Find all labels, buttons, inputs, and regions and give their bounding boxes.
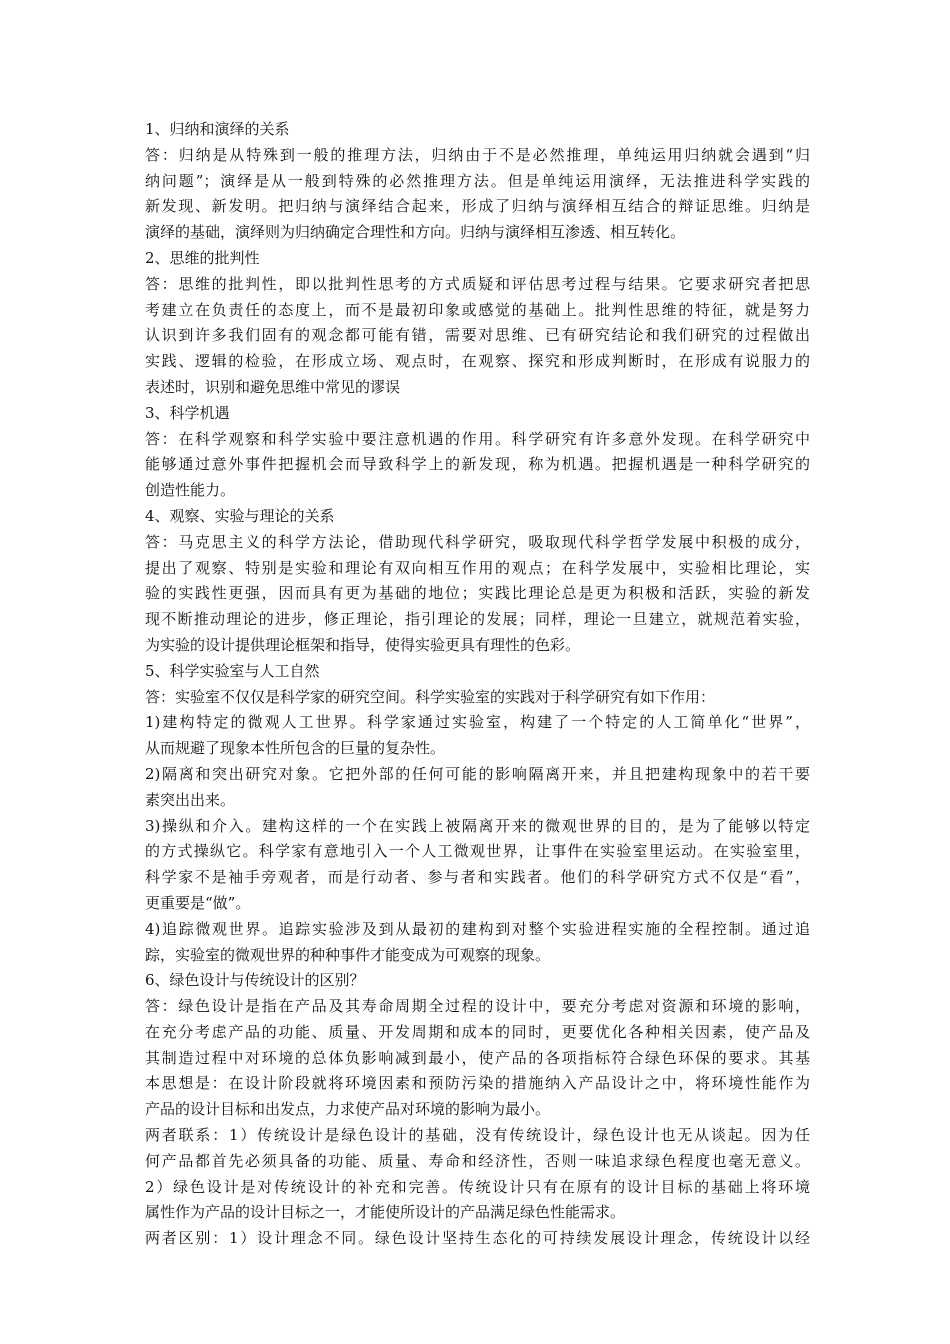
text-line: 纳问题”；演绎是从一般到特殊的必然推理方法。但是单纯运用演绎，无法推进科学实践的 [145,171,810,190]
text-line: 属性作为产品的设计目标之一，才能使所设计的产品满足绿色性能需求。 [145,1203,626,1222]
text-line: 素突出出来。 [145,790,236,809]
text-line: 两者联系：1）传统设计是绿色设计的基础，没有传统设计，绿色设计也无从谈起。因为任 [145,1126,810,1145]
text-line: 答：思维的批判性，即以批判性思考的方式质疑和评估思考过程与结果。它要求研究者把思 [145,274,810,293]
text-line: 验的实践性更强，因而具有更为基础的地位；实践比理论总是更为积极和活跃，实验的新发 [145,584,810,603]
text-line: 两者区别：1）设计理念不同。绿色设计坚持生态化的可持续发展设计理念，传统设计以经 [145,1229,810,1248]
text-line: 1)建构特定的微观人工世界。科学家通过实验室，构建了一个特定的人工简单化“世界”， [145,713,810,732]
text-line: 1、归纳和演绎的关系 [145,120,290,138]
text-line: 演绎的基础，演绎则为归纳确定合理性和方向。归纳与演绎相互渗透、相互转化。 [145,223,686,242]
text-line: 科学家不是袖手旁观者，而是行动者、参与者和实践者。他们的科学研究方式不仅是“看”， [145,868,810,887]
text-line: 2）绿色设计是对传统设计的补充和完善。传统设计只有在原有的设计目标的基础上将环境 [145,1177,810,1196]
text-line: 实践、逻辑的检验，在形成立场、观点时，在观察、探究和形成判断时，在形成有说服力的 [145,352,810,371]
text-line: 考建立在负责任的态度上，而不是最初印象或感觉的基础上。批判性思维的特征，就是努力 [145,300,810,319]
text-line: 提出了观察、特别是实验和理论有双向相互作用的观点；在科学发展中，实验相比理论，实 [145,558,810,577]
text-line: 产品的设计目标和出发点，力求使产品对环境的影响为最小。 [145,1100,551,1119]
text-line: 为实验的设计提供理论框架和指导，使得实验更具有理性的色彩。 [145,635,581,654]
text-line: 4)追踪微观世界。追踪实验涉及到从最初的建构到对整个实验进程实施的全程控制。通过追 [145,919,810,938]
text-line: 创造性能力。 [145,481,236,500]
text-line: 答：马克思主义的科学方法论，借助现代科学研究，吸取现代科学哲学发展中积极的成分， [145,532,810,551]
text-line: 其制造过程中对环境的总体负影响减到最小，使产品的各项指标符合绿色环保的要求。其基 [145,1048,810,1067]
text-line: 表述时，识别和避免思维中常见的谬误 [145,377,401,396]
text-line: 从而规避了现象本性所包含的巨量的复杂性。 [145,739,446,758]
text-line: 在充分考虑产品的功能、质量、开发周期和成本的同时，更要优化各种相关因素，使产品及 [145,1022,810,1041]
text-line: 认识到许多我们固有的观念都可能有错，需要对思维、已有研究结论和我们研究的过程做出 [145,326,810,345]
text-line: 答：绿色设计是指在产品及其寿命周期全过程的设计中，要充分考虑对资源和环境的影响， [145,997,810,1016]
text-line: 答：实验室不仅仅是科学家的研究空间。科学实验室的实践对于科学研究有如下作用： [145,687,716,706]
document-body [145,117,810,1252]
text-line: 何产品都首先必须具备的功能、质量、寿命和经济性，否则一味追求绿色程度也毫无意义。 [145,1151,810,1170]
text-line: 答：在科学观察和科学实验中要注意机遇的作用。科学研究有许多意外发现。在科学研究中 [145,429,810,448]
text-line: 2)隔离和突出研究对象。它把外部的任何可能的影响隔离开来，并且把建构现象中的若干要 [145,764,810,783]
text-line: 3、科学机遇 [145,403,230,422]
text-line: 4、观察、实验与理论的关系 [145,506,335,525]
text-line: 更重要是“做”。 [145,893,251,912]
text-line: 现不断推动理论的进步，修正理论，指引理论的发展；同样，理论一旦建立，就规范着实验， [145,610,810,629]
text-line: 6、绿色设计与传统设计的区别？ [145,971,365,990]
text-line: 5、科学实验室与人工自然 [145,661,320,680]
text-line: 新发现、新发明。把归纳与演绎结合起来，形成了归纳与演绎相互结合的辩证思维。归纳是 [145,197,810,216]
text-line: 的方式操纵它。科学家有意地引入一个人工微观世界，让事件在实验室里运动。在实验室里， [145,842,810,861]
text-line: 答：归纳是从特殊到一般的推理方法，归纳由于不是必然推理，单纯运用归纳就会遇到“归 [145,145,810,164]
text-line: 2、思维的批判性 [145,248,260,267]
text-line: 能够通过意外事件把握机会而导致科学上的新发现，称为机遇。把握机遇是一种科学研究的 [145,455,810,474]
text-line: 本思想是：在设计阶段就将环境因素和预防污染的措施纳入产品设计之中，将环境性能作为 [145,1074,810,1093]
text-line: 踪，实验室的微观世界的种种事件才能变成为可观察的现象。 [145,945,551,964]
text-line: 3)操纵和介入。建构这样的一个在实践上被隔离开来的微观世界的目的，是为了能够以特定 [145,816,810,835]
